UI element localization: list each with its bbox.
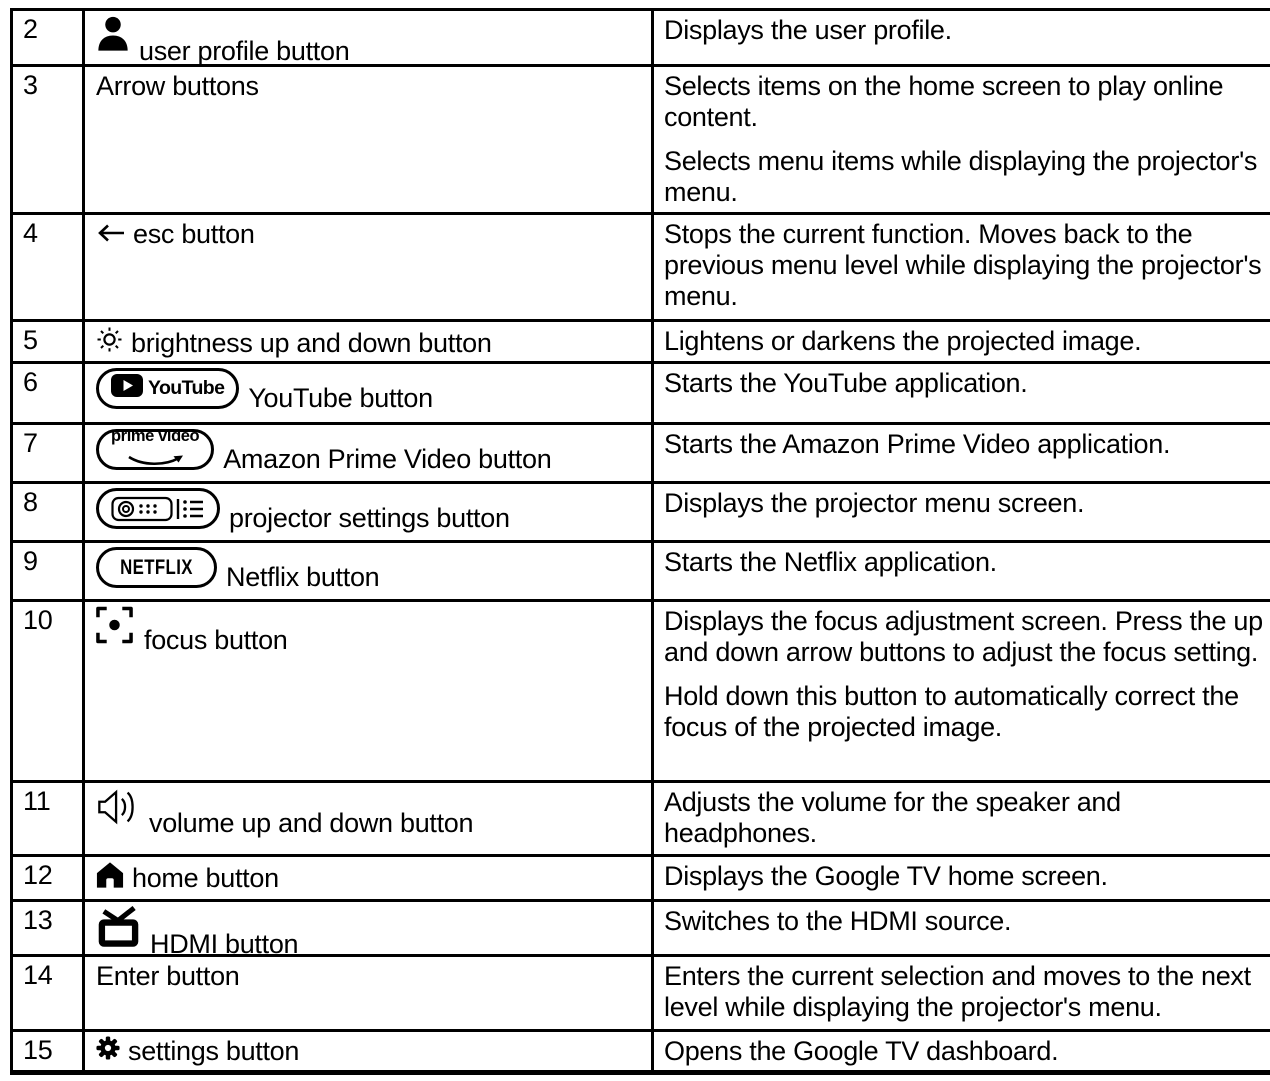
netflix-logo-text: NETFLIX (120, 556, 193, 579)
focus-icon (96, 606, 133, 651)
button-description: Displays the projector menu screen. (664, 488, 1085, 518)
play-icon (111, 373, 143, 404)
row-number: 13 (13, 902, 85, 954)
table-row (13, 857, 1270, 902)
table-row (13, 11, 1270, 67)
button-description: Enters the current selection and moves to the next level while displaying the projector's menu. (664, 961, 1251, 1022)
button-label: projector settings button (229, 503, 510, 533)
button-label: home button (132, 862, 279, 893)
table-row (13, 602, 1270, 783)
button-description: Starts the Netflix application. (664, 547, 997, 577)
table-row (13, 1032, 1270, 1075)
row-number: 12 (13, 857, 85, 899)
netflix-logo (96, 547, 217, 588)
button-description: Displays the Google TV home screen. (664, 861, 1108, 891)
prime-smile-arrow-icon (125, 444, 185, 471)
row-number: 6 (13, 364, 85, 422)
prime-video-logo-text: prime video (111, 426, 200, 445)
button-description: Displays the user profile. (664, 15, 952, 45)
table-row (13, 215, 1270, 322)
button-label: Amazon Prime Video button (223, 444, 552, 474)
button-description: Switches to the HDMI source. (664, 906, 1012, 936)
button-description: Selects items on the home screen to play online content. Selects menu items while displaying the projector's menu. (664, 71, 1258, 207)
youtube-logo (96, 368, 239, 409)
table-row (13, 957, 1270, 1032)
row-number: 15 (13, 1032, 85, 1070)
row-number: 4 (13, 215, 85, 319)
youtube-logo-text: YouTube (148, 376, 225, 399)
button-description: Starts the YouTube application. (664, 368, 1028, 398)
row-number: 11 (13, 783, 85, 854)
button-description: Starts the Amazon Prime Video application. (664, 429, 1171, 459)
row-number: 8 (13, 484, 85, 540)
button-label: user profile button (139, 36, 350, 66)
button-label: HDMI button (150, 929, 299, 959)
projector-settings-icon (96, 488, 220, 529)
tv-icon (96, 906, 141, 955)
button-label: Arrow buttons (96, 71, 259, 101)
gear-icon (96, 1036, 120, 1067)
button-description: Opens the Google TV dashboard. (664, 1036, 1059, 1066)
table-row (13, 425, 1270, 484)
remote-buttons-table (10, 8, 1270, 1075)
button-description: Stops the current function. Moves back to the previous menu level while displaying the projector's menu. (664, 219, 1262, 311)
row-number: 5 (13, 322, 85, 361)
button-description: Adjusts the volume for the speaker and headphones. (664, 787, 1121, 848)
table-row (13, 364, 1270, 425)
home-icon (96, 861, 124, 895)
brightness-icon (96, 326, 123, 360)
table-row (13, 783, 1270, 857)
button-label: esc button (133, 219, 255, 249)
user-profile-icon (96, 15, 130, 62)
table-row (13, 67, 1270, 215)
volume-icon (96, 787, 140, 834)
row-number: 3 (13, 67, 85, 212)
button-label: volume up and down button (149, 808, 474, 838)
button-label: Netflix button (226, 562, 380, 592)
row-number: 9 (13, 543, 85, 599)
row-number: 7 (13, 425, 85, 481)
table-row (13, 902, 1270, 957)
prime-video-logo (96, 426, 214, 470)
row-number: 2 (13, 11, 85, 64)
esc-arrow-icon (96, 219, 125, 250)
button-description: Lightens or darkens the projected image. (664, 326, 1142, 356)
button-description: Displays the focus adjustment screen. Press the up and down arrow buttons to adjust the focus setting. Hold down this button to automatically correct the focus of the projected image. (664, 606, 1263, 742)
button-label: YouTube button (248, 383, 433, 413)
button-label: Enter button (96, 961, 240, 991)
button-label: brightness up and down button (131, 327, 492, 358)
table-row (13, 543, 1270, 602)
table-row (13, 484, 1270, 543)
button-label: settings button (128, 1036, 300, 1066)
button-label: focus button (144, 625, 288, 655)
row-number: 10 (13, 602, 85, 780)
table-row (13, 322, 1270, 364)
row-number: 14 (13, 957, 85, 1029)
